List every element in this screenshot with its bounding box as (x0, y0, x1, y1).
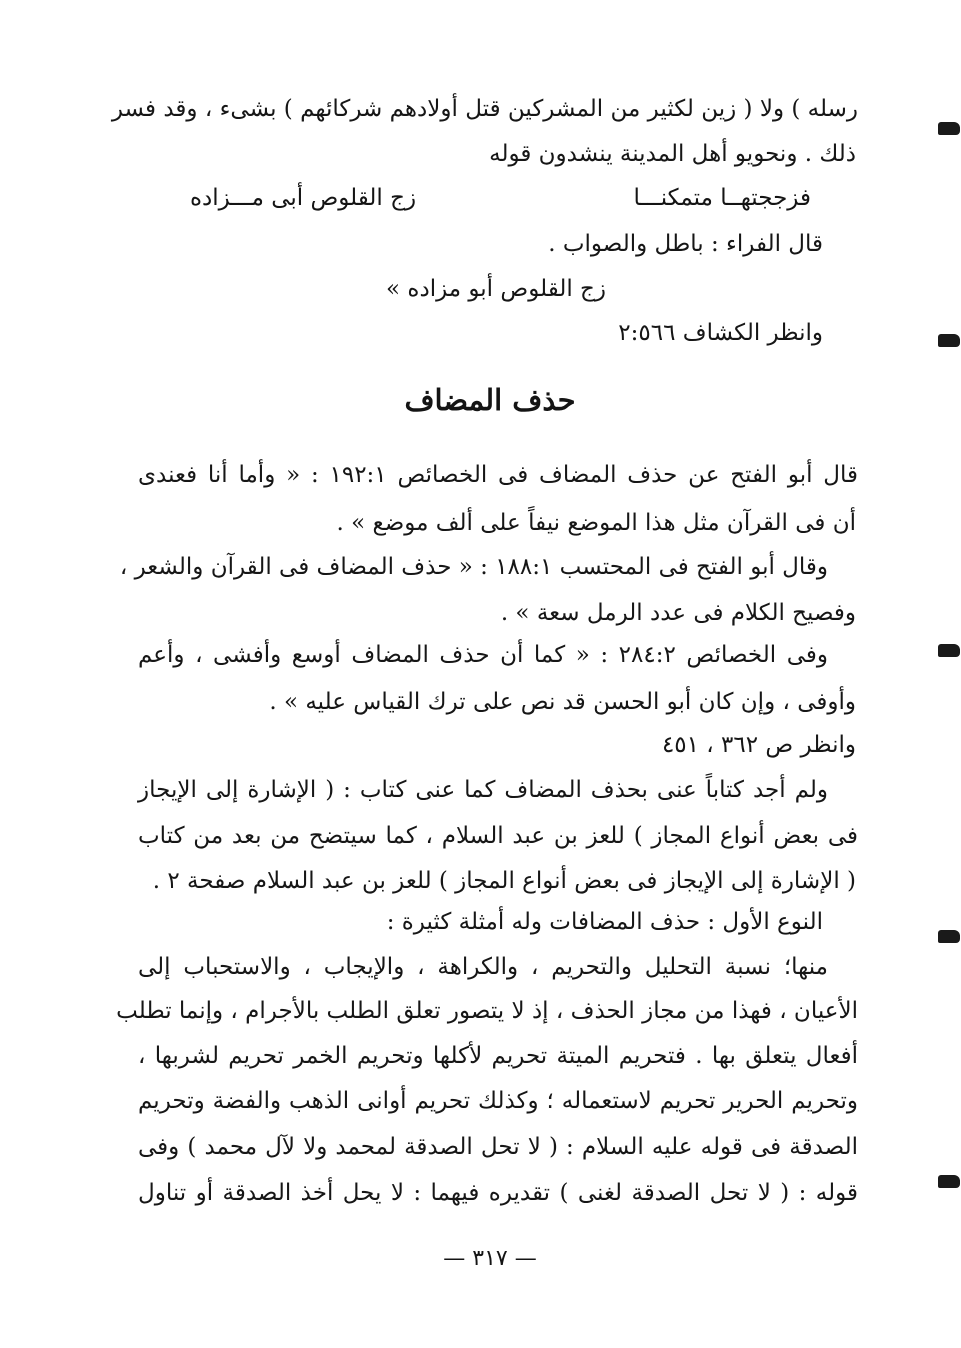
reference-line: وانظر ص ٣٦٢ ، ٤٥١ (661, 732, 856, 758)
text-line: الصدقة فى قوله عليه السلام : ( لا تحل الصدقة لمحمد ولا لآل محمد ) وفى (138, 1134, 858, 1160)
text-line: رسله ) ولا ( زين لكثير من المشركين قتل أولادهم شركائهم ) بشىء ، وقد فسر (111, 96, 858, 122)
verse-hemistich-left: زج القلوص أبى مـــزاده (190, 185, 417, 211)
scan-mark (938, 644, 960, 657)
text-line: وقال أبو الفتح فى المحتسب ١٨٨:١ : « حذف المضاف فى القرآن والشعر ، (119, 554, 828, 580)
text-line: ذلك . ونحويو أهل المدينة ينشدون قوله (489, 141, 856, 167)
section-heading: حذف المضاف (404, 383, 576, 417)
scan-mark (938, 930, 960, 943)
text-line: وفصيح الكلام فى عدد الرمل سعة » . (500, 600, 856, 626)
text-line: قوله : ( لا تحل الصدقة لغنى ) تقديره فيهما : لا يحل أخذ الصدقة أو تناول (138, 1180, 858, 1206)
text-line: الأعيان ، فهذا من مجاز الحذف ، إذ لا يتصور تعلق الطلب بالأجرام ، وإنما تطلب (116, 998, 858, 1024)
text-line: فى بعض أنواع المجاز ) للعز بن عبد السلام ، كما سيتضح من بعد من كتاب (138, 823, 858, 849)
page-number: — ٣١٧ — (443, 1246, 537, 1271)
text-line: ولم أجد كتاباً عنى بحذف المضاف كما عنى كتاب : ( الإشارة إلى الإيجاز (138, 777, 828, 803)
text-line: أفعال يتعلق بها . فتحريم الميتة تحريم لأكلها وتحريم الخمر تحريم لشربها ، (138, 1043, 858, 1069)
reference-line: وانظر الكشاف ٢:٥٦٦ (618, 320, 823, 346)
text-line: وأوفى ، وإن كان أبو الحسن قد نص على ترك القياس عليه » . (269, 689, 856, 715)
text-line: قال أبو الفتح عن حذف المضاف فى الخصائص ١٩٢:١ : « وأما أنا فعندى (138, 462, 858, 488)
quoted-verse-line: زج القلوص أبو مزاده » (386, 276, 606, 302)
text-line: ( الإشارة إلى الإيجاز فى بعض أنواع المجاز ) للعز بن عبد السلام صفحة ٢ . (152, 868, 856, 894)
text-line: قال الفراء : باطل والصواب . (548, 231, 823, 257)
scan-mark (938, 1175, 960, 1188)
text-line: أن فى القرآن مثل هذا الموضع نيفاً على ألف موضع » . (336, 510, 856, 536)
scan-mark (938, 334, 960, 347)
verse-hemistich-right: فزججتهــا متمكنـــا (633, 185, 811, 211)
scan-mark (938, 122, 960, 135)
text-line: منها؛ نسبة التحليل والتحريم ، والكراهة ، والإيجاب ، والاستحباب إلى (138, 954, 828, 980)
text-line: وتحريم الحرير تحريم لاستعماله ؛ وكذلك تحريم أوانى الذهب والفضة وتحريم (138, 1088, 858, 1114)
text-line: وفى الخصائص ٢٨٤:٢ : « كما أن حذف المضاف أوسع وأفشى ، وأعم (138, 642, 829, 668)
text-line: النوع الأول : حذف المضافات وله أمثلة كثيرة : (386, 909, 823, 935)
